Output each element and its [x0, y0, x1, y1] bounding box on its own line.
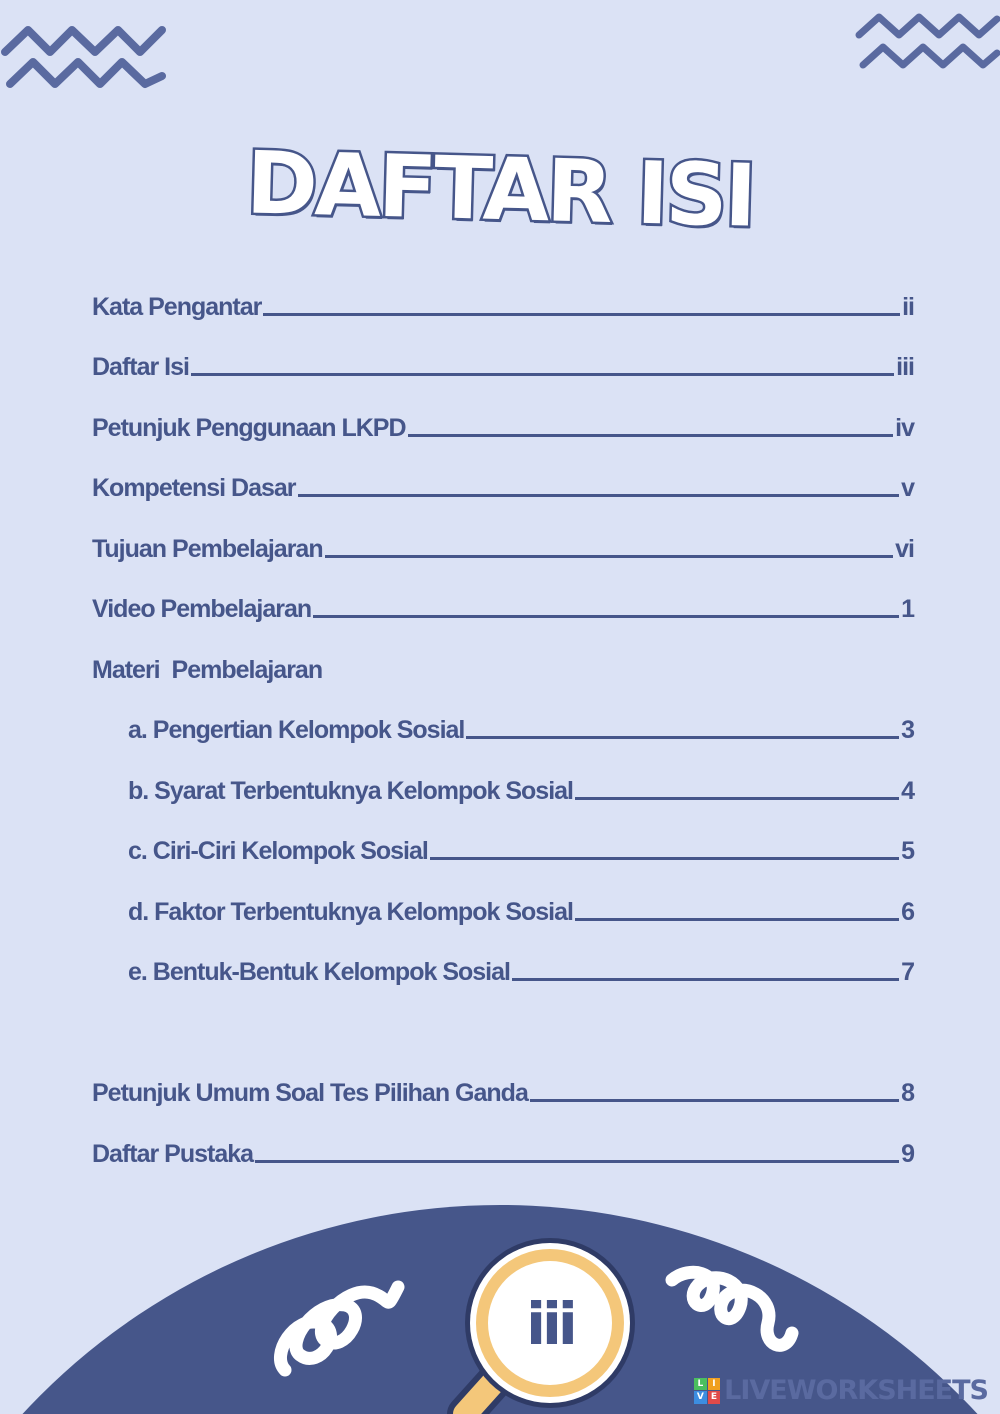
toc-page-number: ii	[902, 293, 914, 321]
toc-page-number: 4	[901, 777, 914, 805]
zigzag-decoration-left	[0, 10, 180, 90]
toc-leader-line	[512, 978, 899, 981]
zigzag-decoration-right	[855, 5, 1000, 75]
toc-entry-label: Daftar Isi	[92, 353, 189, 381]
toc-row[interactable]	[92, 1068, 914, 1108]
page-title: DAFTAR ISI	[245, 133, 755, 247]
toc-leader-line	[466, 736, 899, 739]
toc-page-number: 9	[901, 1140, 914, 1168]
toc-row[interactable]	[92, 342, 914, 382]
toc-entry-label: Materi Pembelajaran	[92, 656, 323, 684]
logo-letter: V	[694, 1391, 707, 1404]
watermark[interactable]	[694, 1375, 988, 1406]
page-number-badge: iii	[526, 1290, 574, 1358]
toc-row[interactable]	[92, 584, 914, 624]
toc-leader-line	[191, 373, 894, 376]
logo-letter: I	[708, 1378, 721, 1391]
toc-entry-label: c. Ciri-Ciri Kelompok Sosial	[128, 837, 428, 865]
toc-entry-label: Daftar Pustaka	[92, 1140, 254, 1168]
toc-row[interactable]	[128, 826, 914, 866]
logo-letter: L	[694, 1378, 707, 1391]
toc-row[interactable]	[128, 947, 914, 987]
toc-page-number: v	[901, 474, 914, 502]
toc-leader-line	[575, 797, 899, 800]
toc-row[interactable]	[128, 887, 914, 927]
swirl-left-icon	[280, 1287, 398, 1370]
toc-row[interactable]	[128, 766, 914, 806]
toc-row[interactable]	[92, 1129, 914, 1169]
toc-leader-line	[408, 434, 894, 437]
toc-leader-line	[263, 313, 900, 316]
toc-entry-label: e. Bentuk-Bentuk Kelompok Sosial	[128, 958, 510, 986]
toc-entry-label: Petunjuk Umum Soal Tes Pilihan Ganda	[92, 1079, 528, 1107]
toc-entry-label: Petunjuk Penggunaan LKPD	[92, 414, 406, 442]
logo-letter: E	[708, 1391, 721, 1404]
toc-row[interactable]	[92, 403, 914, 443]
toc-leader-line	[575, 918, 899, 921]
toc-entry-label: Kata Pengantar	[92, 293, 262, 321]
toc-leader-line	[313, 615, 899, 618]
liveworksheets-logo-icon	[694, 1378, 720, 1404]
watermark-text: LIVEWORKSHEETS	[724, 1375, 988, 1406]
toc-entry-label: Tujuan Pembelajaran	[92, 535, 323, 563]
toc-row[interactable]	[92, 524, 914, 564]
toc-page-number: 5	[901, 837, 914, 865]
toc-row[interactable]	[92, 282, 914, 322]
toc-section-heading[interactable]	[92, 645, 914, 685]
toc-page-number: vi	[895, 535, 914, 563]
toc-page-number: iv	[895, 414, 914, 442]
toc-row[interactable]	[92, 463, 914, 503]
toc-entry-label: d. Faktor Terbentuknya Kelompok Sosial	[128, 898, 573, 926]
toc-row[interactable]	[128, 705, 914, 745]
toc-page-number: 7	[901, 958, 914, 986]
toc-leader-line	[298, 494, 900, 497]
toc-entry-label: Kompetensi Dasar	[92, 474, 296, 502]
toc-entry-label: Video Pembelajaran	[92, 595, 312, 623]
toc-leader-line	[325, 555, 894, 558]
toc-page-number: 1	[901, 595, 914, 623]
toc-page-number: 6	[901, 898, 914, 926]
toc-page-number: 3	[901, 716, 914, 744]
toc-entry-label: b. Syarat Terbentuknya Kelompok Sosial	[128, 777, 574, 805]
toc-leader-line	[430, 857, 899, 860]
toc-leader-line	[530, 1099, 899, 1102]
toc-leader-line	[255, 1160, 899, 1163]
toc-page-number: 8	[901, 1079, 914, 1107]
toc-entry-label: a. Pengertian Kelompok Sosial	[128, 716, 465, 744]
swirl-right-icon	[672, 1272, 792, 1345]
toc-page-number: iii	[896, 353, 914, 381]
